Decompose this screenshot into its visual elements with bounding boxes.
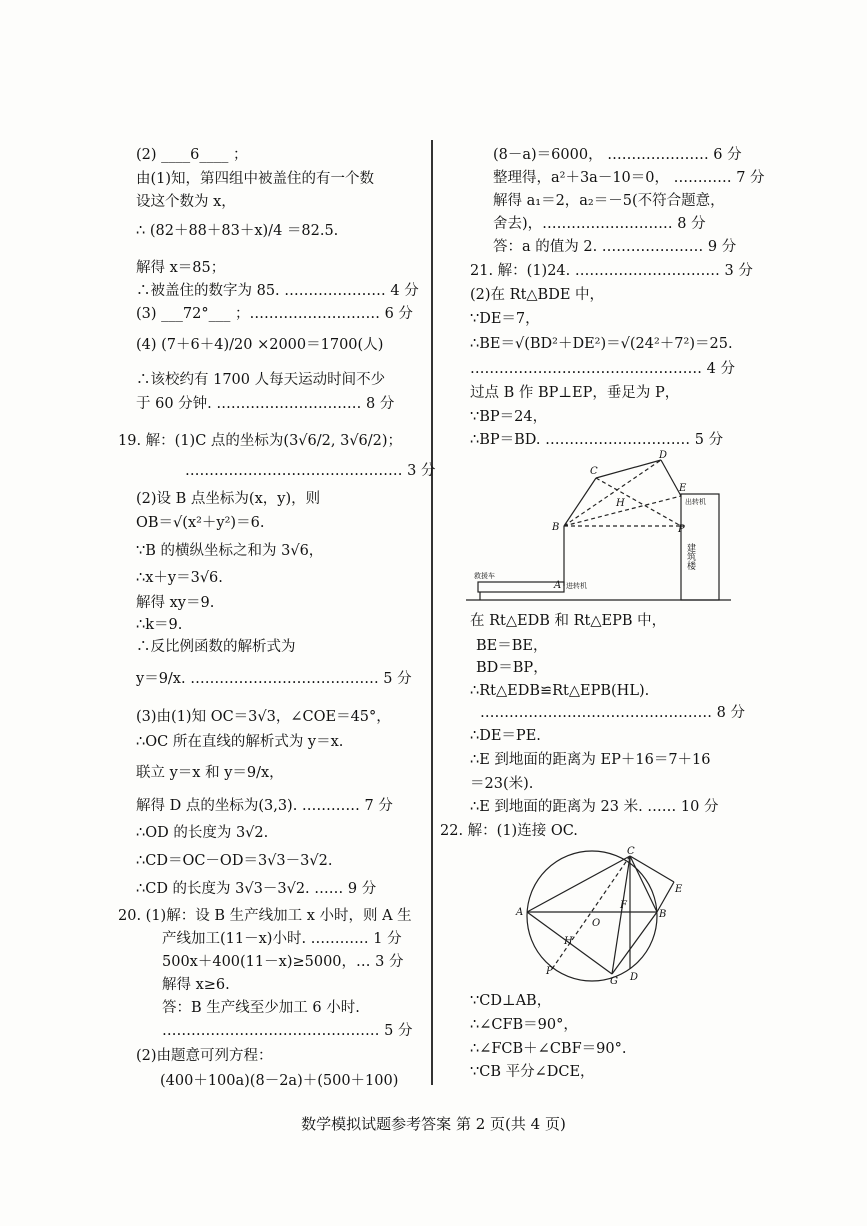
right-line: ………………………………………… 8 分 — [480, 705, 745, 721]
left-line: OB＝√(x²＋y²)＝6. — [136, 515, 265, 531]
left-line: ∵B 的横纵坐标之和为 3√6， — [136, 543, 324, 559]
label-d2: D — [630, 972, 639, 983]
left-line: ∴x＋y＝3√6. — [136, 570, 223, 586]
label-o2: O — [592, 918, 601, 929]
left-line: 解得 D 点的坐标为(3,3). ………… 7 分 — [136, 798, 393, 814]
left-line: (400＋100a)(8－2a)＋(500＋100) — [160, 1073, 399, 1089]
left-line: ……………………………………… 3 分 — [185, 463, 436, 479]
left-line: ∴该校约有 1700 人每天运动时间不少 — [136, 372, 386, 388]
left-line: ∴CD＝OC－OD＝3√3－3√2. — [136, 853, 333, 869]
left-line: 设这个数为 x， — [136, 194, 236, 210]
right-line: 解得 a₁＝2，a₂＝－5(不符合题意， — [493, 193, 725, 209]
left-line: 解得 x≥6. — [162, 977, 230, 993]
label-top-mark: 出转机 — [685, 498, 706, 506]
left-line: (4) (7＋6＋4)/20 ×2000＝1700(人) — [136, 337, 384, 353]
label-b: B — [552, 522, 560, 533]
left-line: (2) ____6____ ； — [136, 147, 248, 163]
right-line: ∵CB 平分∠DCE， — [470, 1064, 595, 1080]
right-line: 答：a 的值为 2. ………………… 9 分 — [493, 239, 737, 255]
left-line: 答：B 生产线至少加工 6 小时. — [162, 1000, 360, 1016]
right-line: ∴BP＝BD. ………………………… 5 分 — [470, 432, 724, 448]
right-line: 22. 解：(1)连接 OC. — [440, 823, 578, 839]
right-line: (2)在 Rt△BDE 中， — [470, 287, 605, 303]
right-line: BD＝BP， — [476, 660, 548, 676]
right-line: ∴Rt△EDB≌Rt△EPB(HL). — [470, 683, 650, 699]
left-line: ∴ (82＋88＋83＋x)/4 ＝82.5. — [136, 223, 339, 239]
left-line: ∴k＝9. — [136, 617, 183, 633]
right-line: 过点 B 作 BP⊥EP，垂足为 P， — [470, 385, 680, 401]
label-e2: E — [675, 884, 683, 895]
left-line: ∴被盖住的数字为 85. ………………… 4 分 — [136, 283, 419, 299]
ladder-building-figure — [466, 448, 736, 608]
label-h: H — [616, 498, 625, 509]
left-line: (2)设 B 点坐标为(x，y)，则 — [136, 491, 321, 507]
column-divider — [431, 140, 433, 1085]
left-line: 由(1)知，第四组中被盖住的有一个数 — [136, 171, 375, 187]
left-line: 于 60 分钟. ………………………… 8 分 — [136, 396, 395, 412]
circle-geometry-figure — [512, 844, 692, 986]
right-line: 在 Rt△EDB 和 Rt△EPB 中， — [470, 613, 667, 629]
label-c2: C — [627, 846, 635, 857]
label-building: 建筑楼 — [685, 543, 695, 570]
right-line: BE＝BE， — [476, 638, 548, 654]
right-line: ∵CD⊥AB， — [470, 993, 552, 1009]
label-d: D — [659, 450, 668, 461]
right-line: 21. 解：(1)24. ………………………… 3 分 — [470, 263, 753, 279]
label-a2: A — [516, 907, 524, 918]
left-line: ……………………………………… 5 分 — [162, 1023, 413, 1039]
label-c: C — [590, 466, 598, 477]
label-car: 救援车 — [474, 572, 495, 580]
label-p2: P — [546, 966, 553, 977]
label-b2: B — [659, 909, 667, 920]
left-line: 解得 xy＝9. — [136, 595, 215, 611]
label-h2: H — [564, 936, 573, 947]
right-line: (8－a)＝6000， ………………… 6 分 — [493, 147, 742, 163]
label-f2: F — [620, 900, 627, 911]
page-footer: 数学模拟试题参考答案 第 2 页(共 4 页) — [301, 1115, 566, 1133]
left-line: 19. 解：(1)C 点的坐标为(3√6/2, 3√6/2)； — [118, 433, 403, 449]
left-line: 500x＋400(11－x)≥5000，… 3 分 — [162, 954, 404, 970]
left-line: ∴OC 所在直线的解析式为 y＝x. — [136, 734, 344, 750]
left-line: 20. (1)解：设 B 生产线加工 x 小时，则 A 生 — [118, 908, 412, 924]
left-line: ∴反比例函数的解析式为 — [136, 639, 296, 655]
right-line: ∴BE＝√(BD²＋DE²)＝√(24²＋7²)＝25. — [470, 336, 733, 352]
left-line: (3) ___72°___ ；……………………… 6 分 — [136, 306, 413, 322]
left-line: ∴CD 的长度为 3√3－3√2. …… 9 分 — [136, 881, 377, 897]
left-line: ∴OD 的长度为 3√2. — [136, 825, 269, 841]
left-line: 解得 x＝85； — [136, 260, 226, 276]
right-line: ∵BP＝24， — [470, 409, 548, 425]
left-line: y＝9/x. ………………………………… 5 分 — [136, 671, 412, 687]
right-line: ∴DE＝PE. — [470, 728, 541, 744]
right-line: ∴∠CFB＝90°， — [470, 1017, 578, 1033]
right-line: ∴E 到地面的距离为 EP＋16＝7＋16 — [470, 752, 711, 768]
left-line: (2)由题意可列方程： — [136, 1048, 273, 1064]
left-line: 产线加工(11－x)小时. ………… 1 分 — [162, 931, 402, 947]
label-bottom-mark: 进转机 — [566, 582, 587, 590]
right-line: ∴E 到地面的距离为 23 米. …… 10 分 — [470, 799, 719, 815]
right-line: 舍去)，……………………… 8 分 — [493, 216, 706, 232]
left-line: (3)由(1)知 OC＝3√3，∠COE＝45°， — [136, 709, 391, 725]
label-a: A — [554, 580, 562, 591]
label-e: E — [679, 483, 687, 494]
right-line: ＝23(米). — [470, 776, 534, 792]
label-g2: G — [610, 976, 618, 986]
right-line: ∵DE＝7， — [470, 311, 540, 327]
right-line: ∴∠FCB＋∠CBF＝90°. — [470, 1041, 627, 1057]
right-line: 整理得，a²＋3a－10＝0， ………… 7 分 — [493, 170, 765, 186]
label-p: P — [678, 524, 685, 535]
left-line: 联立 y＝x 和 y＝9/x， — [136, 765, 284, 781]
right-line: ………………………………………… 4 分 — [470, 361, 735, 377]
